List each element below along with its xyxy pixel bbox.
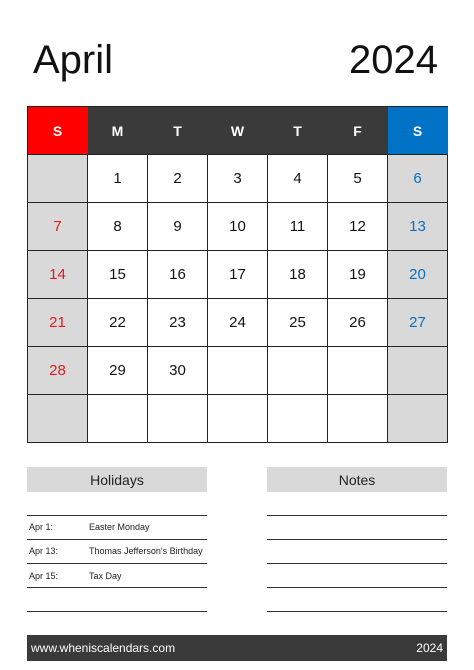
day-cell [268, 347, 328, 395]
day-cell: 11 [268, 203, 328, 251]
day-cell [88, 395, 148, 443]
year-title: 2024 [349, 38, 438, 82]
weekday-header-saturday: S [388, 107, 448, 155]
day-cell: 7 [28, 203, 88, 251]
day-cell: 1 [88, 155, 148, 203]
day-cell: 23 [148, 299, 208, 347]
day-cell: 18 [268, 251, 328, 299]
day-cell [28, 395, 88, 443]
day-cell [328, 347, 388, 395]
day-cell: 5 [328, 155, 388, 203]
notes-heading: Notes [267, 467, 447, 492]
weekday-header-thursday: T [268, 107, 328, 155]
holiday-line [27, 611, 207, 612]
day-cell [388, 395, 448, 443]
footer-bar [27, 635, 447, 661]
day-cell: 22 [88, 299, 148, 347]
holiday-line [27, 563, 207, 564]
day-cell: 12 [328, 203, 388, 251]
day-cell [208, 395, 268, 443]
day-cell: 26 [328, 299, 388, 347]
day-cell: 15 [88, 251, 148, 299]
day-cell: 28 [28, 347, 88, 395]
holidays-heading: Holidays [27, 467, 207, 492]
holiday-line [27, 539, 207, 540]
day-cell: 9 [148, 203, 208, 251]
notes-line [267, 539, 447, 540]
day-cell: 10 [208, 203, 268, 251]
notes-line [267, 587, 447, 588]
holiday-name: Tax Day [89, 571, 122, 581]
weekday-header-tuesday: T [148, 107, 208, 155]
holiday-name: Thomas Jefferson's Birthday [89, 546, 203, 556]
day-cell: 20 [388, 251, 448, 299]
notes-line [267, 515, 447, 516]
day-cell: 24 [208, 299, 268, 347]
weekday-header-wednesday: W [208, 107, 268, 155]
holiday-date: Apr 15: [29, 571, 59, 581]
day-cell [148, 395, 208, 443]
holiday-date: Apr 13: [29, 546, 59, 556]
day-cell [208, 347, 268, 395]
day-cell: 2 [148, 155, 208, 203]
holiday-name: Easter Monday [89, 522, 150, 532]
weekday-header-sunday: S [28, 107, 88, 155]
day-cell: 25 [268, 299, 328, 347]
day-cell: 6 [388, 155, 448, 203]
day-cell: 19 [328, 251, 388, 299]
day-cell [328, 395, 388, 443]
day-cell: 3 [208, 155, 268, 203]
weekday-header-monday: M [88, 107, 148, 155]
notes-line [267, 563, 447, 564]
day-cell: 8 [88, 203, 148, 251]
day-cell [388, 347, 448, 395]
day-cell: 30 [148, 347, 208, 395]
month-title: April [33, 38, 114, 82]
day-cell: 29 [88, 347, 148, 395]
footer-year: 2024 [416, 641, 443, 655]
day-cell: 16 [148, 251, 208, 299]
notes-line [267, 611, 447, 612]
footer-website-link[interactable]: www.wheniscalendars.com [31, 641, 176, 655]
day-cell [28, 155, 88, 203]
holiday-line [27, 515, 207, 516]
day-cell [268, 395, 328, 443]
holiday-line [27, 587, 207, 588]
weekday-header-friday: F [328, 107, 388, 155]
calendar-grid [27, 106, 448, 443]
day-cell: 4 [268, 155, 328, 203]
holiday-date: Apr 1: [29, 522, 54, 532]
day-cell: 27 [388, 299, 448, 347]
day-cell: 13 [388, 203, 448, 251]
day-cell: 17 [208, 251, 268, 299]
day-cell: 21 [28, 299, 88, 347]
day-cell: 14 [28, 251, 88, 299]
